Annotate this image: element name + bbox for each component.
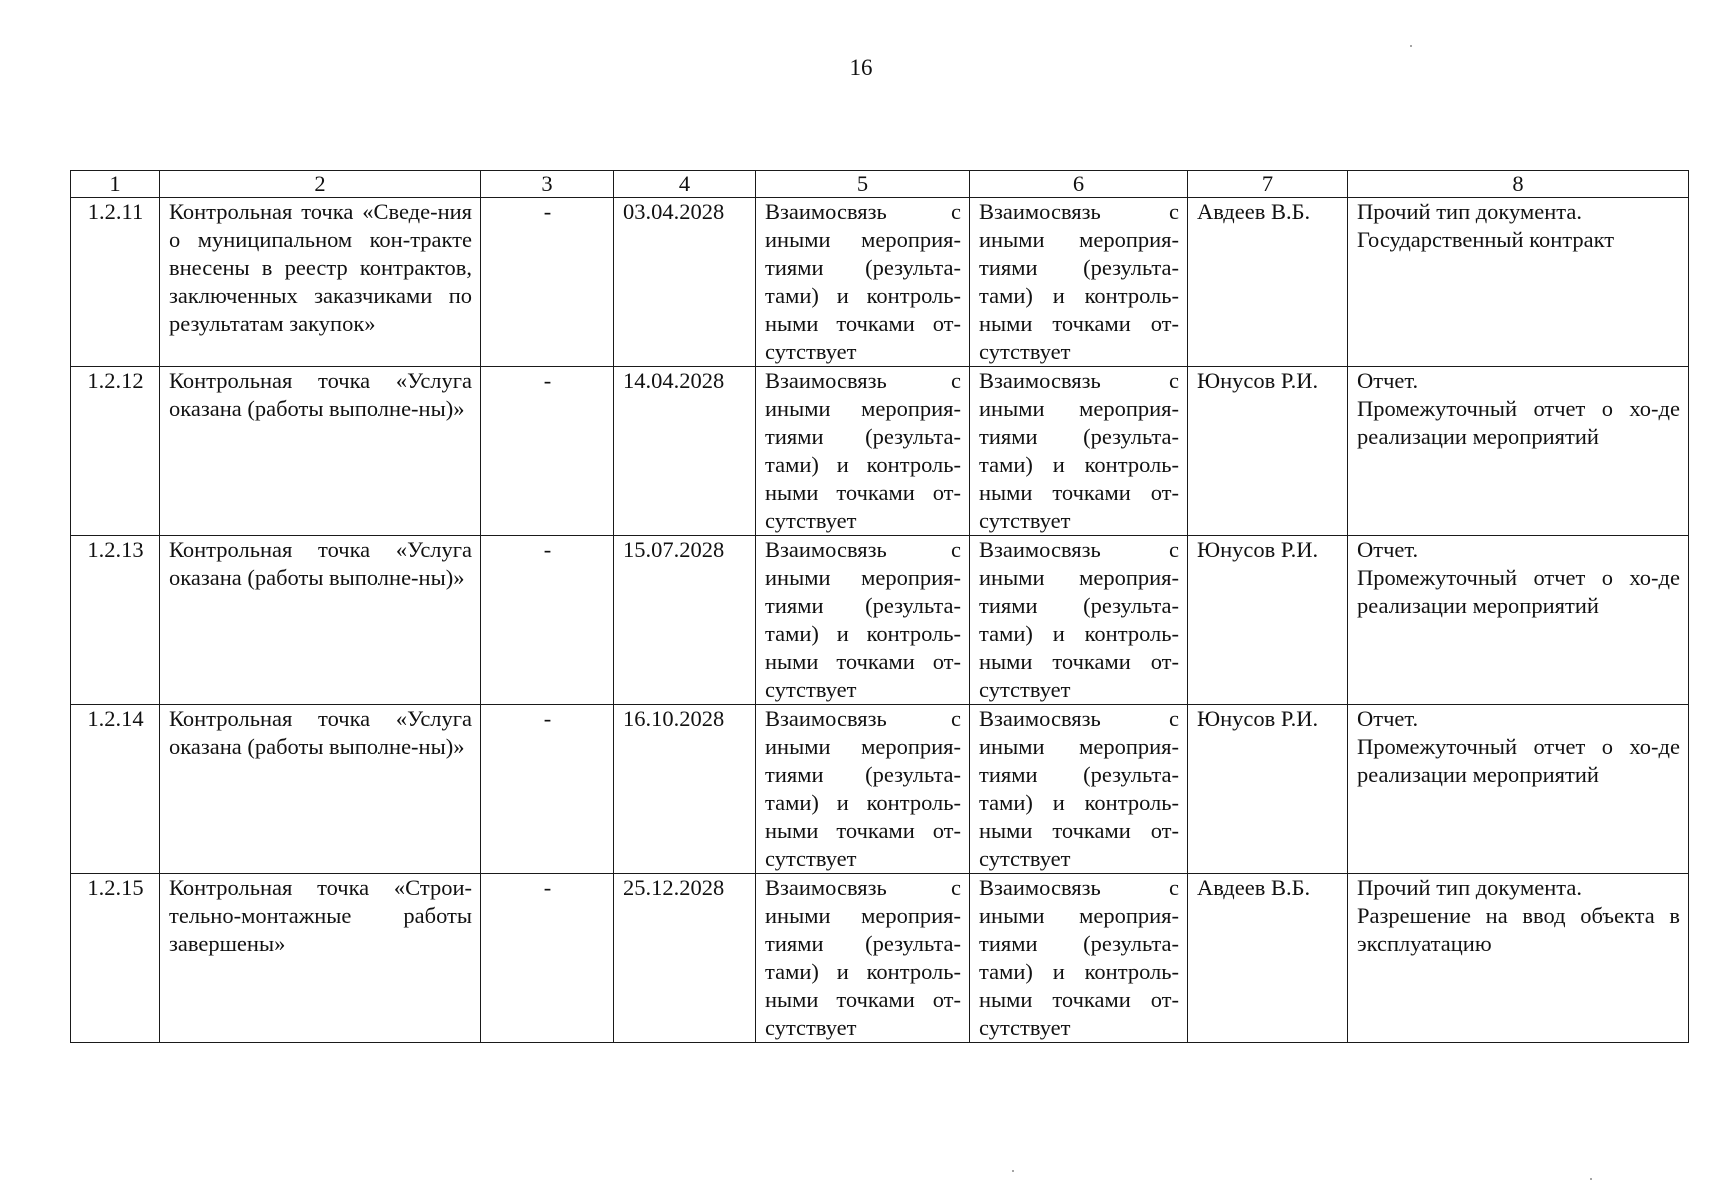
document-cell xyxy=(1348,874,1689,1043)
table-row xyxy=(71,536,1689,705)
successor-relation: Взаимосвязь с иными мероприя-тиями (результа-тами) и контроль-ными точками от-сутствует xyxy=(970,536,1188,705)
row-number: 1.2.15 xyxy=(71,874,160,1043)
due-date: 14.04.2028 xyxy=(614,367,756,536)
due-date: 03.04.2028 xyxy=(614,198,756,367)
column-3-value: - xyxy=(481,198,614,367)
scan-speck xyxy=(1012,1170,1014,1172)
responsible-person: Юнусов Р.И. xyxy=(1188,367,1348,536)
column-header: 3 xyxy=(481,171,614,198)
predecessor-relation: Взаимосвязь с иными мероприя-тиями (результа-тами) и контроль-ными точками от-сутствует xyxy=(756,367,970,536)
row-number: 1.2.14 xyxy=(71,705,160,874)
table-row xyxy=(71,705,1689,874)
successor-relation: Взаимосвязь с иными мероприя-тиями (результа-тами) и контроль-ными точками от-сутствует xyxy=(970,874,1188,1043)
document-cell xyxy=(1348,536,1689,705)
document-cell xyxy=(1348,705,1689,874)
document-description: Промежуточный отчет о хо-де реализации мероприятий xyxy=(1357,734,1680,787)
due-date: 15.07.2028 xyxy=(614,536,756,705)
page-number: 16 xyxy=(849,55,873,80)
responsible-person: Юнусов Р.И. xyxy=(1188,705,1348,874)
column-header: 1 xyxy=(71,171,160,198)
successor-relation: Взаимосвязь с иными мероприя-тиями (результа-тами) и контроль-ными точками от-сутствует xyxy=(970,705,1188,874)
table-row xyxy=(71,874,1689,1043)
document-type: Прочий тип документа. xyxy=(1357,875,1582,900)
responsible-person: Юнусов Р.И. xyxy=(1188,536,1348,705)
responsible-person: Авдеев В.Б. xyxy=(1188,874,1348,1043)
scan-speck xyxy=(1590,1178,1592,1180)
column-header: 5 xyxy=(756,171,970,198)
control-point-name: Контрольная точка «Услуга оказана (работы выполне-ны)» xyxy=(160,367,481,536)
document-cell xyxy=(1348,198,1689,367)
column-3-value: - xyxy=(481,874,614,1043)
successor-relation: Взаимосвязь с иными мероприя-тиями (результа-тами) и контроль-ными точками от-сутствует xyxy=(970,367,1188,536)
row-number: 1.2.11 xyxy=(71,198,160,367)
due-date: 25.12.2028 xyxy=(614,874,756,1043)
column-header: 4 xyxy=(614,171,756,198)
document-type: Отчет. xyxy=(1357,706,1419,731)
due-date: 16.10.2028 xyxy=(614,705,756,874)
document-type: Отчет. xyxy=(1357,537,1419,562)
predecessor-relation: Взаимосвязь с иными мероприя-тиями (результа-тами) и контроль-ными точками от-сутствует xyxy=(756,874,970,1043)
document-cell xyxy=(1348,367,1689,536)
table-header-row xyxy=(71,171,1689,198)
row-number: 1.2.13 xyxy=(71,536,160,705)
successor-relation: Взаимосвязь с иными мероприя-тиями (результа-тами) и контроль-ными точками от-сутствует xyxy=(970,198,1188,367)
row-number: 1.2.12 xyxy=(71,367,160,536)
control-point-name: Контрольная точка «Услуга оказана (работы выполне-ны)» xyxy=(160,536,481,705)
document-description: Государственный контракт xyxy=(1357,227,1615,252)
document-description: Разрешение на ввод объекта в эксплуатацию xyxy=(1357,903,1680,956)
predecessor-relation: Взаимосвязь с иными мероприя-тиями (результа-тами) и контроль-ными точками от-сутствует xyxy=(756,198,970,367)
column-header: 2 xyxy=(160,171,481,198)
predecessor-relation: Взаимосвязь с иными мероприя-тиями (результа-тами) и контроль-ными точками от-сутствует xyxy=(756,705,970,874)
scan-speck xyxy=(1410,45,1412,47)
control-point-name: Контрольная точка «Строи-тельно-монтажные работы завершены» xyxy=(160,874,481,1043)
table-row xyxy=(71,367,1689,536)
control-point-name: Контрольная точка «Услуга оказана (работы выполне-ны)» xyxy=(160,705,481,874)
control-point-name: Контрольная точка «Сведе-ния о муниципальном кон-тракте внесены в реестр контрактов, заключенных заказчиками по результатам закупок» xyxy=(160,198,481,367)
document-type: Прочий тип документа. xyxy=(1357,199,1582,224)
responsible-person: Авдеев В.Б. xyxy=(1188,198,1348,367)
column-header: 8 xyxy=(1348,171,1689,198)
table-row xyxy=(71,198,1689,367)
predecessor-relation: Взаимосвязь с иными мероприя-тиями (результа-тами) и контроль-ными точками от-сутствует xyxy=(756,536,970,705)
document-description: Промежуточный отчет о хо-де реализации мероприятий xyxy=(1357,396,1680,449)
control-points-table xyxy=(70,170,1689,1043)
document-type: Отчет. xyxy=(1357,368,1419,393)
column-3-value: - xyxy=(481,536,614,705)
column-header: 6 xyxy=(970,171,1188,198)
document-description: Промежуточный отчет о хо-де реализации мероприятий xyxy=(1357,565,1680,618)
column-3-value: - xyxy=(481,705,614,874)
column-3-value: - xyxy=(481,367,614,536)
column-header: 7 xyxy=(1188,171,1348,198)
